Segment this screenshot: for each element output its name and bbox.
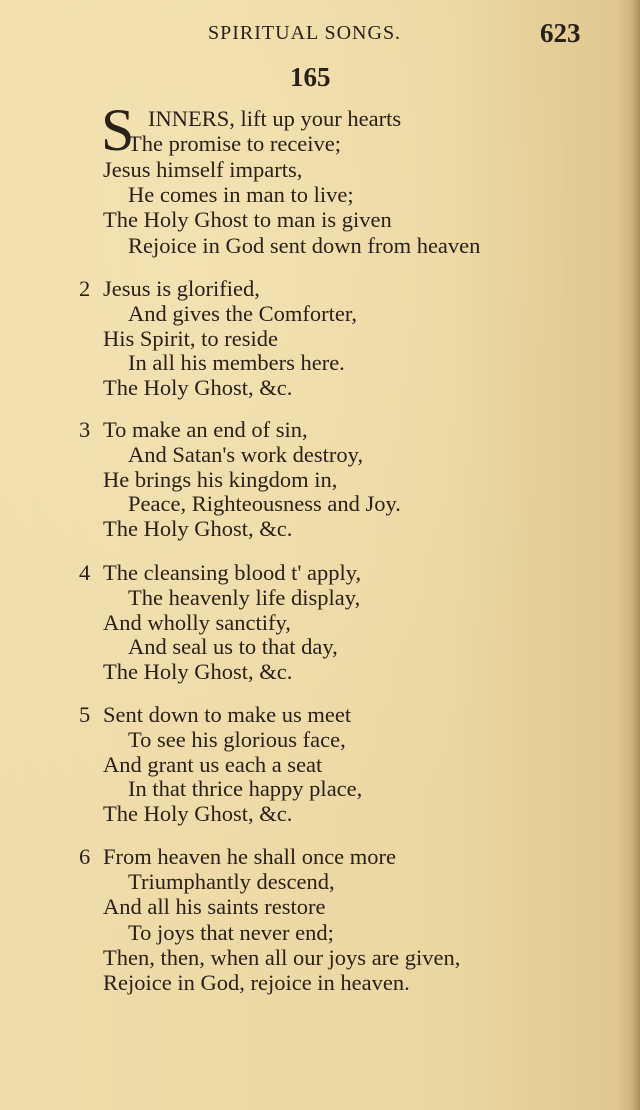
verse-line: Peace, Righteousness and Joy.: [128, 491, 401, 516]
verse-line: Jesus himself imparts,: [103, 157, 303, 182]
drop-cap: S: [101, 97, 135, 163]
verse-line: The Holy Ghost, &c.: [103, 375, 293, 400]
verse-line: To make an end of sin,: [103, 417, 308, 442]
verse-number: 6: [79, 844, 91, 869]
verse-line: Jesus is glorified,: [103, 276, 260, 301]
verse-line: And seal us to that day,: [128, 634, 338, 659]
verse-line: The Holy Ghost to man is given: [103, 207, 392, 232]
verse-line: The Holy Ghost, &c.: [103, 659, 293, 684]
verse-line: In all his members here.: [128, 350, 345, 375]
verse-number: 3: [79, 417, 91, 442]
verse-line: From heaven he shall once more: [103, 844, 397, 869]
verse-number: 4: [79, 560, 91, 585]
verse-line: The heavenly life display,: [128, 585, 361, 610]
verse-line: He comes in man to live;: [128, 182, 354, 207]
verse-line: The promise to receive;: [128, 131, 342, 156]
verse-line: His Spirit, to reside: [103, 326, 278, 351]
verse-line: To joys that never end;: [128, 920, 334, 945]
verse-line: Triumphantly descend,: [128, 869, 335, 894]
verse-line: INNERS, lift up your hearts: [148, 106, 402, 131]
verse-number: 5: [79, 702, 91, 727]
page-header: [0, 18, 640, 52]
verse-line: Then, then, when all our joys are given,: [103, 945, 461, 970]
verse-line: And grant us each a seat: [103, 752, 323, 777]
running-head: SPIRITUAL SONGS.: [208, 22, 402, 44]
verse-line: And all his saints restore: [103, 894, 326, 919]
verse-line: Rejoice in God, rejoice in heaven.: [103, 970, 410, 995]
verse-line: The cleansing blood t' apply,: [103, 560, 362, 585]
verse-line: And Satan's work destroy,: [128, 442, 364, 467]
page-number: 623: [540, 18, 581, 48]
verse-line: And wholly sanctify,: [103, 610, 291, 635]
verse-line: The Holy Ghost, &c.: [103, 801, 293, 826]
verse-line: Sent down to make us meet: [103, 702, 352, 727]
verse-line: And gives the Comforter,: [128, 301, 358, 326]
verse-line: To see his glorious face,: [128, 727, 346, 752]
verse-line: Rejoice in God sent down from heaven: [128, 233, 481, 258]
verse-line: He brings his kingdom in,: [103, 467, 338, 492]
verse-number: 2: [79, 276, 91, 301]
hymn-number: 165: [290, 62, 331, 92]
verse-line: The Holy Ghost, &c.: [103, 516, 293, 541]
verse-line: In that thrice happy place,: [128, 776, 363, 801]
